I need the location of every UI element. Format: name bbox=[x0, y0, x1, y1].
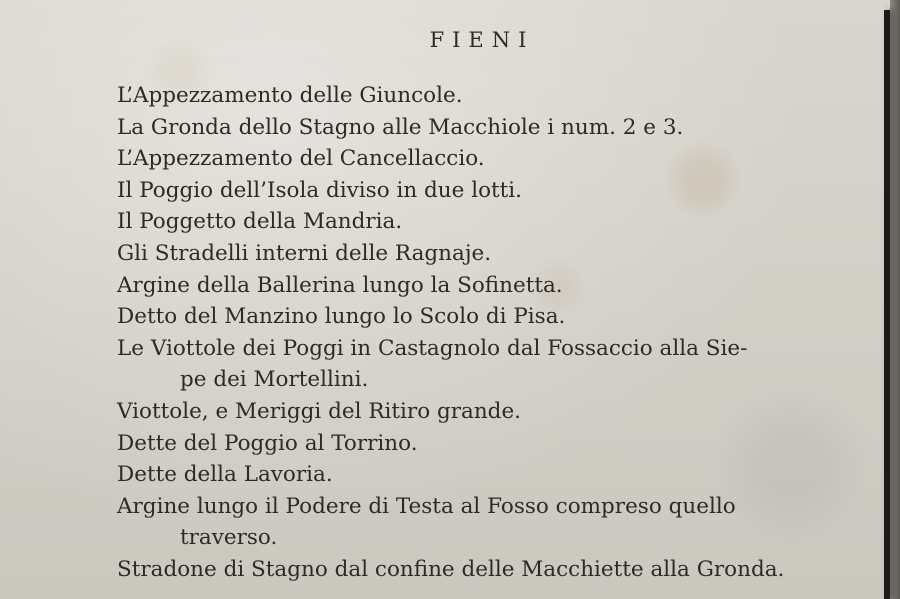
list-item bbox=[117, 270, 867, 302]
list-item bbox=[117, 112, 867, 144]
entry-text: Il Poggio dell’Isola diviso in due lotti. bbox=[117, 177, 523, 203]
entry-text: Il Poggetto della Mandria. bbox=[117, 209, 403, 235]
list-item bbox=[117, 238, 867, 270]
entry-text: Gli Stradelli interni delle Ragnaje. bbox=[117, 240, 492, 266]
list-item bbox=[117, 206, 867, 238]
page-border-rule bbox=[884, 10, 890, 599]
list-item bbox=[117, 333, 867, 396]
entry-text: Viottole, e Meriggi del Ritiro grande. bbox=[117, 398, 522, 424]
entry-text: Le Viottole dei Poggi in Castagnolo dal Fossaccio alla Sie- bbox=[117, 335, 748, 361]
entry-text: La Gronda dello Stagno alle Macchiole i num. 2 e 3. bbox=[117, 114, 684, 140]
list-item bbox=[117, 554, 867, 586]
page-edge-shadow bbox=[890, 0, 900, 599]
list-item bbox=[117, 143, 867, 175]
list-item bbox=[117, 491, 867, 554]
entry-text: L’Appezzamento delle Giuncole. bbox=[117, 83, 463, 108]
entry-text: Detto del Manzino lungo lo Scolo di Pisa. bbox=[117, 304, 566, 330]
entry-text: Dette della Lavoria. bbox=[117, 462, 333, 488]
entry-text: Argine della Ballerina lungo la Sofinetta. bbox=[117, 272, 563, 298]
entry-continuation: traverso. bbox=[180, 525, 278, 551]
list-item bbox=[117, 301, 867, 333]
entry-text: Argine lungo il Podere di Testa al Fosso compreso quello bbox=[117, 493, 736, 519]
list-item bbox=[117, 428, 867, 460]
entry-list bbox=[117, 80, 867, 586]
entry-text: Stradone di Stagno dal confine delle Macchiette alla Gronda. bbox=[117, 556, 785, 582]
list-item bbox=[117, 175, 867, 207]
entry-text: Dette del Poggio al Torrino. bbox=[117, 430, 418, 456]
entry-continuation: pe dei Mortellini. bbox=[180, 367, 369, 393]
list-item bbox=[117, 80, 867, 112]
entry-text: L’Appezzamento del Cancellaccio. bbox=[117, 146, 485, 172]
document-heading: FIENI bbox=[429, 28, 535, 52]
list-item bbox=[117, 459, 867, 491]
list-item bbox=[117, 396, 867, 428]
